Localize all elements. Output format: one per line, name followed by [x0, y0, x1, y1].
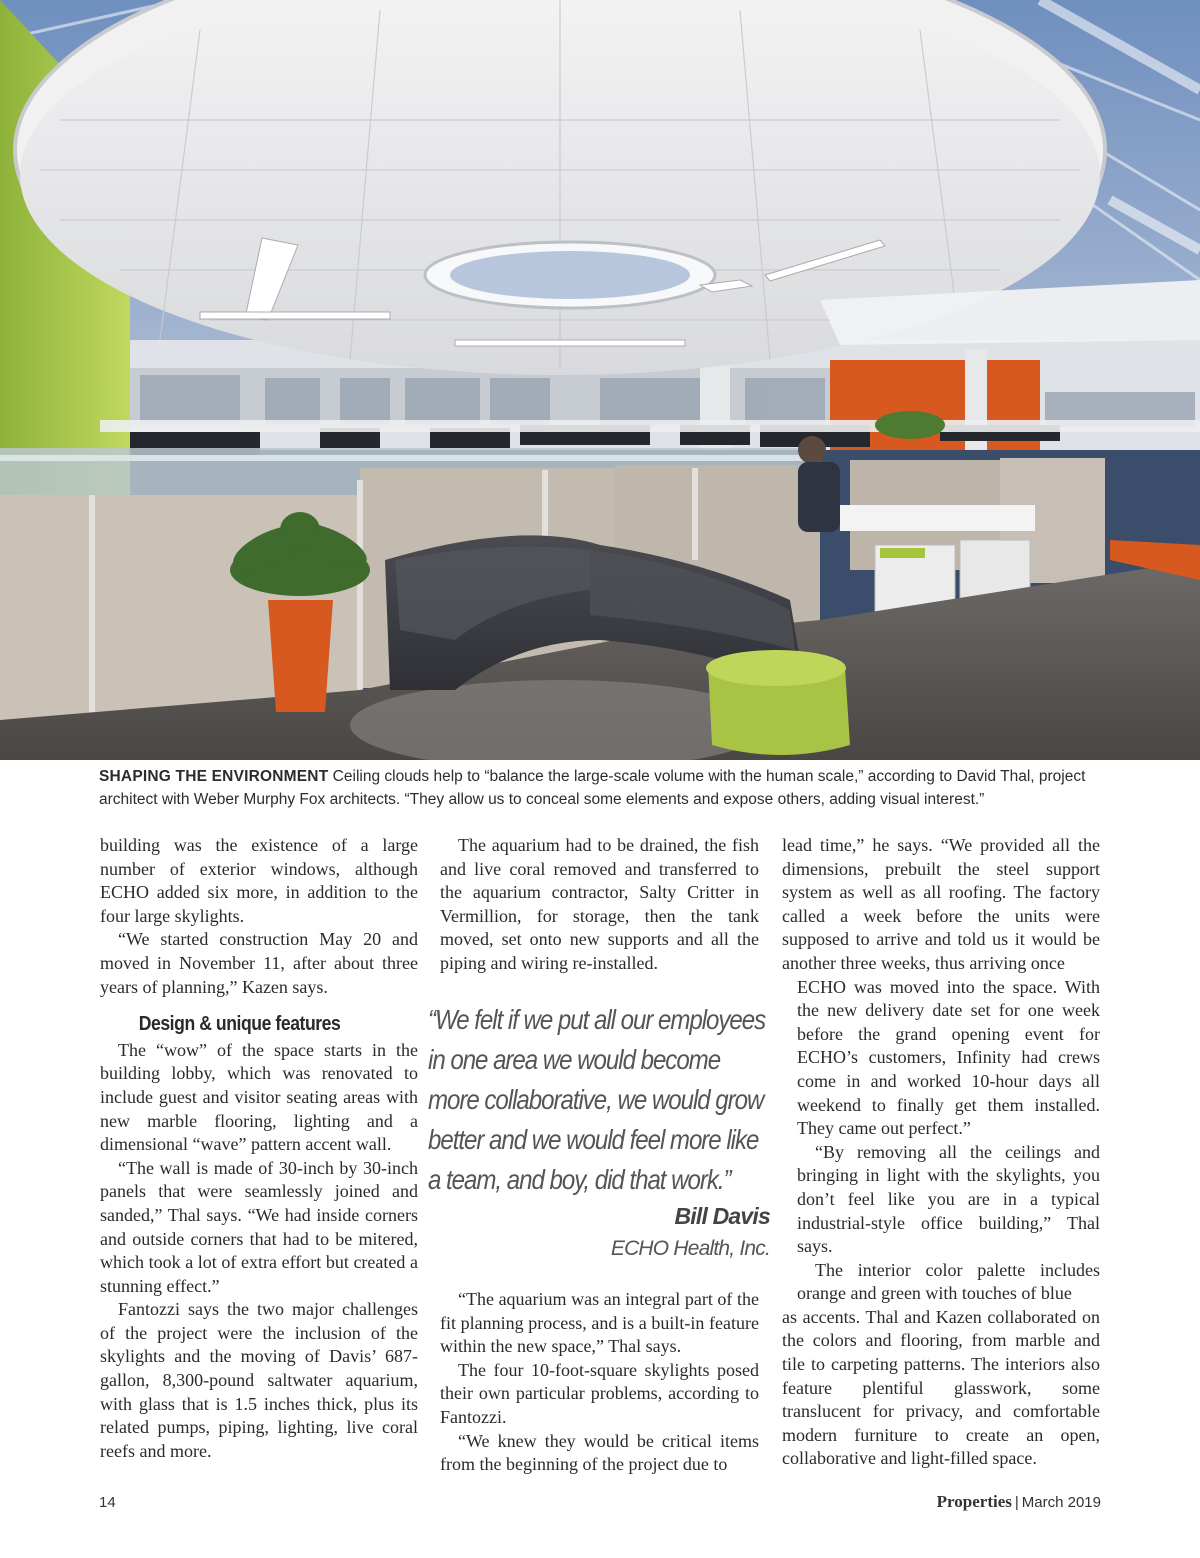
paragraph: ECHO was moved into the space. With the new delivery date set for one week before the grand opening event for ECHO’s customers, Infinity had crews come in and worked 10-hour days all weekend to finally get them installed. They came out perfect.”: [797, 976, 1100, 1139]
article-column-2: [440, 834, 759, 976]
office-interior-illustration: [0, 0, 1200, 760]
paragraph: Fantozzi says the two major challenges of the project were the inclusion of the skylights and the moving of Davis’ 687-gallon, 8,300-pound saltwater aquarium, with glass that is 1.5 inches thick, plus its related pumps, piping, lighting, live coral reefs and more.: [100, 1299, 418, 1461]
office-photo: [0, 0, 1200, 760]
paragraph: “The aquarium was an integral part of the fit planning process, and is a built-in feature within the new space,” Thal says.: [440, 1289, 759, 1357]
caption-lead: SHAPING THE ENVIRONMENT: [99, 768, 329, 785]
pull-quote-text: “We felt if we put all our employees in one area we would become more collaborative, we would grow better and we would feel more like a team, and boy, did that work.”: [428, 1004, 766, 1195]
paragraph: “The wall is made of 30-inch by 30-inch panels that were seamlessly joined and sanded,” Thal says. “We had inside corners and outside corners that had to be mitered, which took a lot of extra effort but created a stunning effect.”: [100, 1157, 418, 1296]
paragraph: The interior color palette includes orange and green with touches of blue: [797, 1259, 1100, 1304]
page-number: 14: [99, 1494, 116, 1511]
article-column-1: [100, 834, 418, 1463]
paragraph: “We knew they would be critical items from the beginning of the project due to: [440, 1430, 759, 1475]
paragraph: The four 10-foot-square skylights posed their own particular problems, according to Fantozzi.: [440, 1359, 759, 1427]
article-column-2-lower: [440, 1288, 759, 1477]
article-column-3: [782, 834, 1100, 1471]
pull-quote-organization: ECHO Health, Inc.: [610, 1237, 770, 1260]
paragraph: The aquarium had to be drained, the fish and live coral removed and transferred to the aquarium contractor, Salty Critter in Vermillion, for storage, then the tank moved, set onto new supports and all the piping and wiring re-installed.: [440, 835, 759, 973]
pull-quote: [428, 1000, 773, 1200]
magazine-name: Properties: [936, 1492, 1012, 1511]
paragraph: “By removing all the ceilings and bringing in light with the skylights, you don’t feel like you are in a typical industrial-style office building,” Thal says.: [797, 1141, 1100, 1257]
section-heading: Design & unique features: [138, 1013, 341, 1036]
pull-quote-author: Bill Davis: [674, 1203, 770, 1229]
paragraph: as accents. Thal and Kazen collaborated on the colors and flooring, from marble and tile to carpeting patterns. The interiors also feature plentiful glasswork, some translucent for privacy, and comfortable modern furniture to create an open, collaborative and light-filled space.: [782, 1306, 1100, 1469]
photo-caption: [99, 765, 1109, 811]
paragraph: “We started construction May 20 and moved in November 11, after about three years of planning,” Kazen says.: [100, 929, 418, 997]
caption-text: Ceiling clouds help to “balance the large-scale volume with the human scale,” according to David Thal, project architect with Weber Murphy Fox architects. “They allow us to conceal some elements and expose others, adding visual interest.”: [99, 768, 1086, 808]
paragraph: lead time,” he says. “We provided all the dimensions, prebuilt the steel support system as well as all roofing. The factory called a week before the units were supposed to arrive and told us it would be another three weeks, thus arriving once: [782, 835, 1100, 973]
paragraph: The “wow” of the space starts in the building lobby, which was renovated to include guest and visitor seating areas with new marble flooring, lighting and a dimensional “wave” pattern accent wall.: [100, 1039, 418, 1155]
issue-date: March 2019: [1021, 1494, 1101, 1511]
paragraph: building was the existence of a large number of exterior windows, although ECHO added six more, in addition to the four large skylights.: [100, 835, 418, 926]
footer-separator: |: [1014, 1494, 1019, 1511]
footer-publication: [937, 1492, 1101, 1512]
